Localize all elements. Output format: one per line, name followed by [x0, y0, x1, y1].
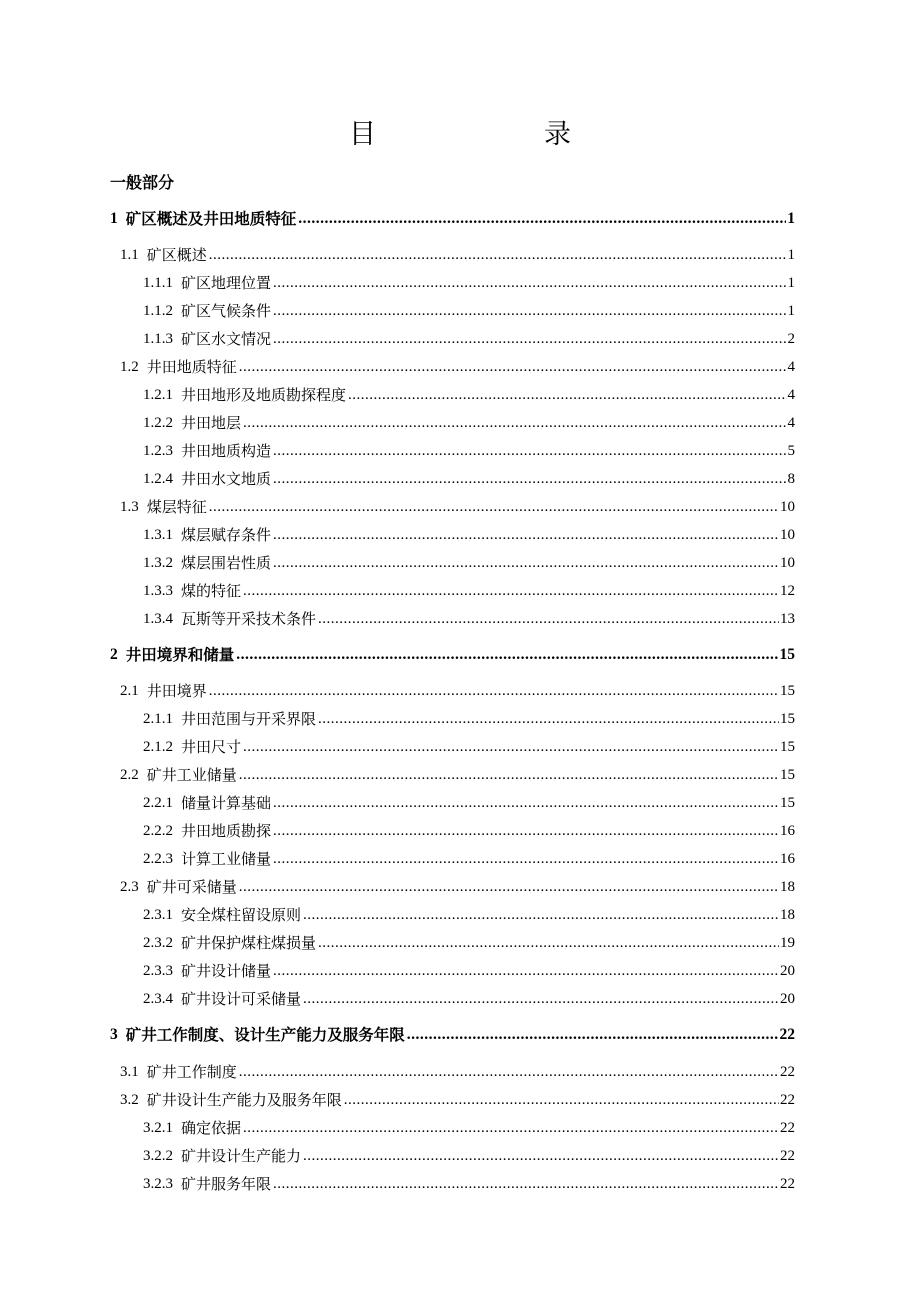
toc-entry-page-number: 12: [780, 583, 795, 599]
toc-entry-title: 井田地质构造: [181, 442, 272, 460]
toc-entry-page-number: 8: [787, 471, 795, 487]
toc-dot-leader: [209, 497, 779, 517]
toc-dot-leader: [243, 737, 779, 757]
toc-dot-leader: [273, 469, 786, 489]
toc-dot-leader: [273, 849, 779, 869]
toc-entry-number: 2.1: [120, 683, 139, 699]
toc-entry-page-number: 10: [780, 527, 795, 543]
toc-entry-number: 3.2: [120, 1092, 139, 1108]
toc-entry[interactable]: [143, 933, 795, 953]
toc-entry[interactable]: [120, 1062, 795, 1082]
toc-dot-leader: [318, 933, 779, 953]
toc-dot-leader: [273, 961, 779, 981]
toc-entry-number: 2.3.1: [143, 907, 173, 923]
toc-dot-leader: [209, 245, 787, 265]
toc-entry-number: 2.2.2: [143, 823, 173, 839]
toc-entry-title: 井田地层: [181, 414, 242, 432]
toc-entry-page-number: 10: [780, 499, 795, 515]
toc-dot-leader: [273, 793, 779, 813]
toc-entry-title: 井田境界: [146, 682, 207, 700]
toc-entry-page-number: 15: [780, 767, 795, 783]
toc-entry-title: 计算工业储量: [181, 850, 272, 868]
toc-entry-page-number: 1: [787, 247, 795, 263]
toc-dot-leader: [273, 441, 786, 461]
toc-entry-page-number: 15: [780, 795, 795, 811]
toc-entry[interactable]: [143, 413, 795, 433]
toc-entry[interactable]: [110, 209, 795, 229]
toc-entry-title: 矿区地理位置: [181, 274, 272, 292]
toc-entry-title: 井田境界和储量: [125, 645, 235, 664]
toc-entry-number: 2.1.1: [143, 711, 173, 727]
toc-entry-number: 1.2.3: [143, 443, 173, 459]
toc-entry-number: 2.3: [120, 879, 139, 895]
toc-entry[interactable]: [120, 497, 795, 517]
toc-entry[interactable]: [143, 1146, 795, 1166]
toc-dot-leader: [236, 645, 778, 665]
toc-entry[interactable]: [143, 793, 795, 813]
toc-entry-number: 1.2: [120, 359, 139, 375]
toc-dot-leader: [303, 1146, 779, 1166]
toc-dot-leader: [348, 385, 786, 405]
toc-entry-page-number: 15: [780, 739, 795, 755]
toc-entry-title: 井田地质特征: [146, 358, 237, 376]
toc-dot-leader: [239, 765, 779, 785]
toc-entry-number: 1.3: [120, 499, 139, 515]
toc-entry-number: 3.2.1: [143, 1120, 173, 1136]
toc-entry[interactable]: [143, 821, 795, 841]
toc-entry[interactable]: [120, 245, 795, 265]
toc-entry-number: 3.2.3: [143, 1176, 173, 1192]
toc-entry-page-number: 22: [780, 1064, 795, 1080]
toc-entry[interactable]: [143, 989, 795, 1009]
toc-dot-leader: [407, 1025, 779, 1045]
toc-entry[interactable]: [143, 329, 795, 349]
toc-entry-title: 矿井工业储量: [146, 766, 237, 784]
toc-dot-leader: [318, 709, 779, 729]
toc-entry-number: 1.1.2: [143, 303, 173, 319]
toc-entry-number: 1.3.2: [143, 555, 173, 571]
toc-entry[interactable]: [143, 609, 795, 629]
toc-entry-number: 1.1: [120, 247, 139, 263]
toc-dot-leader: [243, 413, 786, 433]
toc-dot-leader: [239, 877, 779, 897]
toc-entry-number: 2.2: [120, 767, 139, 783]
toc-entry[interactable]: [143, 301, 795, 321]
toc-entry-title: 矿区水文情况: [181, 330, 272, 348]
toc-entry-title: 井田范围与开采界限: [181, 710, 317, 728]
toc-dot-leader: [239, 1062, 779, 1082]
toc-entry-page-number: 22: [780, 1092, 795, 1108]
toc-dot-leader: [303, 905, 779, 925]
toc-entry-page-number: 13: [780, 611, 795, 627]
toc-entry-page-number: 15: [780, 683, 795, 699]
toc-entry[interactable]: [120, 681, 795, 701]
toc-entry-page-number: 4: [787, 415, 795, 431]
toc-entry-title: 矿井设计可采储量: [181, 990, 302, 1008]
toc-entry-page-number: 2: [787, 331, 795, 347]
toc-entry[interactable]: [120, 357, 795, 377]
toc-dot-leader: [273, 525, 779, 545]
toc-entry[interactable]: [120, 877, 795, 897]
toc-entry-number: 2.2.3: [143, 851, 173, 867]
toc-entry[interactable]: [143, 525, 795, 545]
toc-entry[interactable]: [143, 737, 795, 757]
toc-entry[interactable]: [120, 1090, 795, 1110]
toc-entry-number: 2.3.2: [143, 935, 173, 951]
toc-entry-title: 矿井工作制度: [146, 1063, 237, 1081]
toc-entry-title: 井田地形及地质勘探程度: [181, 386, 347, 404]
toc-entry-title: 矿井服务年限: [181, 1175, 272, 1193]
toc-entry-title: 煤层围岩性质: [181, 554, 272, 572]
toc-entry-page-number: 19: [780, 935, 795, 951]
page-title: 目 录: [349, 119, 609, 150]
toc-entry[interactable]: [143, 273, 795, 293]
toc-entry-page-number: 15: [779, 646, 795, 663]
toc-entry-number: 3.2.2: [143, 1148, 173, 1164]
toc-dot-leader: [298, 209, 786, 229]
toc-entry-page-number: 22: [780, 1148, 795, 1164]
toc-entry-page-number: 4: [787, 359, 795, 375]
toc-dot-leader: [243, 1118, 779, 1138]
toc-entry-number: 1.3.4: [143, 611, 173, 627]
toc-entry-title: 矿井可采储量: [146, 878, 237, 896]
toc-entry-number: 2.3.3: [143, 963, 173, 979]
toc-entry-page-number: 18: [780, 879, 795, 895]
toc-entry-page-number: 22: [780, 1120, 795, 1136]
toc-entry-title: 矿井设计生产能力及服务年限: [146, 1091, 342, 1109]
toc-entry-title: 矿区概述: [146, 246, 207, 264]
toc-entry-title: 煤的特征: [181, 582, 242, 600]
toc-entry-page-number: 5: [787, 443, 795, 459]
toc-dot-leader: [243, 581, 779, 601]
toc-entry[interactable]: [143, 709, 795, 729]
toc-entry-number: 1.2.2: [143, 415, 173, 431]
toc-dot-leader: [344, 1090, 779, 1110]
toc-entry-number: 1.1.1: [143, 275, 173, 291]
toc-entry-page-number: 16: [780, 823, 795, 839]
toc-entry-title: 储量计算基础: [181, 794, 272, 812]
toc-entry[interactable]: [143, 385, 795, 405]
toc-entry[interactable]: [143, 469, 795, 489]
toc-entry-page-number: 20: [780, 963, 795, 979]
toc-entry-title: 矿区概述及井田地质特征: [125, 209, 297, 228]
toc-dot-leader: [273, 329, 786, 349]
toc-entry[interactable]: [143, 553, 795, 573]
toc-dot-leader: [303, 989, 779, 1009]
toc-entry-title: 煤层赋存条件: [181, 526, 272, 544]
toc-entry-number: 2: [110, 646, 118, 663]
toc-entry-number: 1: [110, 210, 118, 227]
toc-entry-page-number: 1: [787, 275, 795, 291]
toc-dot-leader: [273, 553, 779, 573]
toc-entry-page-number: 22: [779, 1026, 795, 1043]
toc-entry[interactable]: [143, 961, 795, 981]
toc-entry[interactable]: [143, 441, 795, 461]
toc-entry-title: 矿区气候条件: [181, 302, 272, 320]
toc-entry-page-number: 4: [787, 387, 795, 403]
toc-entry-number: 1.2.1: [143, 387, 173, 403]
toc-dot-leader: [273, 301, 786, 321]
toc-entry-title: 瓦斯等开采技术条件: [181, 610, 317, 628]
toc-entry-title: 安全煤柱留设原则: [181, 906, 302, 924]
toc-entry-page-number: 1: [787, 303, 795, 319]
toc-entry-number: 1.3.3: [143, 583, 173, 599]
toc-entry-page-number: 1: [787, 210, 795, 227]
section-heading: 一般部分: [110, 173, 175, 192]
toc-entry[interactable]: [143, 581, 795, 601]
toc-entry-title: 井田尺寸: [181, 738, 242, 756]
toc-dot-leader: [209, 681, 779, 701]
toc-entry-number: 2.3.4: [143, 991, 173, 1007]
toc-entry-number: 1.1.3: [143, 331, 173, 347]
toc-entry-page-number: 22: [780, 1176, 795, 1192]
toc-entry-title: 矿井设计生产能力: [181, 1147, 302, 1165]
toc-entry[interactable]: [143, 849, 795, 869]
toc-entry-page-number: 16: [780, 851, 795, 867]
toc-entry-number: 3: [110, 1026, 118, 1043]
toc-entry-title: 井田地质勘探: [181, 822, 272, 840]
toc-dot-leader: [273, 1174, 779, 1194]
toc-entry-page-number: 15: [780, 711, 795, 727]
toc-entry[interactable]: [143, 1174, 795, 1194]
toc-entry-page-number: 18: [780, 907, 795, 923]
toc-entry-number: 1.2.4: [143, 471, 173, 487]
toc-entry-title: 煤层特征: [146, 498, 207, 516]
toc-entry[interactable]: [143, 1118, 795, 1138]
toc-entry-number: 1.3.1: [143, 527, 173, 543]
toc-dot-leader: [273, 821, 779, 841]
toc-entry-number: 3.1: [120, 1064, 139, 1080]
toc-entry[interactable]: [120, 765, 795, 785]
toc-entry[interactable]: [143, 905, 795, 925]
toc-entry-page-number: 10: [780, 555, 795, 571]
toc-entry-title: 矿井保护煤柱煤损量: [181, 934, 317, 952]
toc-dot-leader: [273, 273, 786, 293]
toc-entry-title: 矿井工作制度、设计生产能力及服务年限: [125, 1025, 405, 1044]
toc-entry[interactable]: [110, 1025, 795, 1045]
toc-entry-number: 2.2.1: [143, 795, 173, 811]
toc-entry-title: 矿井设计储量: [181, 962, 272, 980]
toc-entry[interactable]: [110, 645, 795, 665]
toc-dot-leader: [239, 357, 787, 377]
toc-entry-page-number: 20: [780, 991, 795, 1007]
toc-entry-number: 2.1.2: [143, 739, 173, 755]
toc-entry-title: 井田水文地质: [181, 470, 272, 488]
toc-entry-title: 确定依据: [181, 1119, 242, 1137]
toc-dot-leader: [318, 609, 779, 629]
